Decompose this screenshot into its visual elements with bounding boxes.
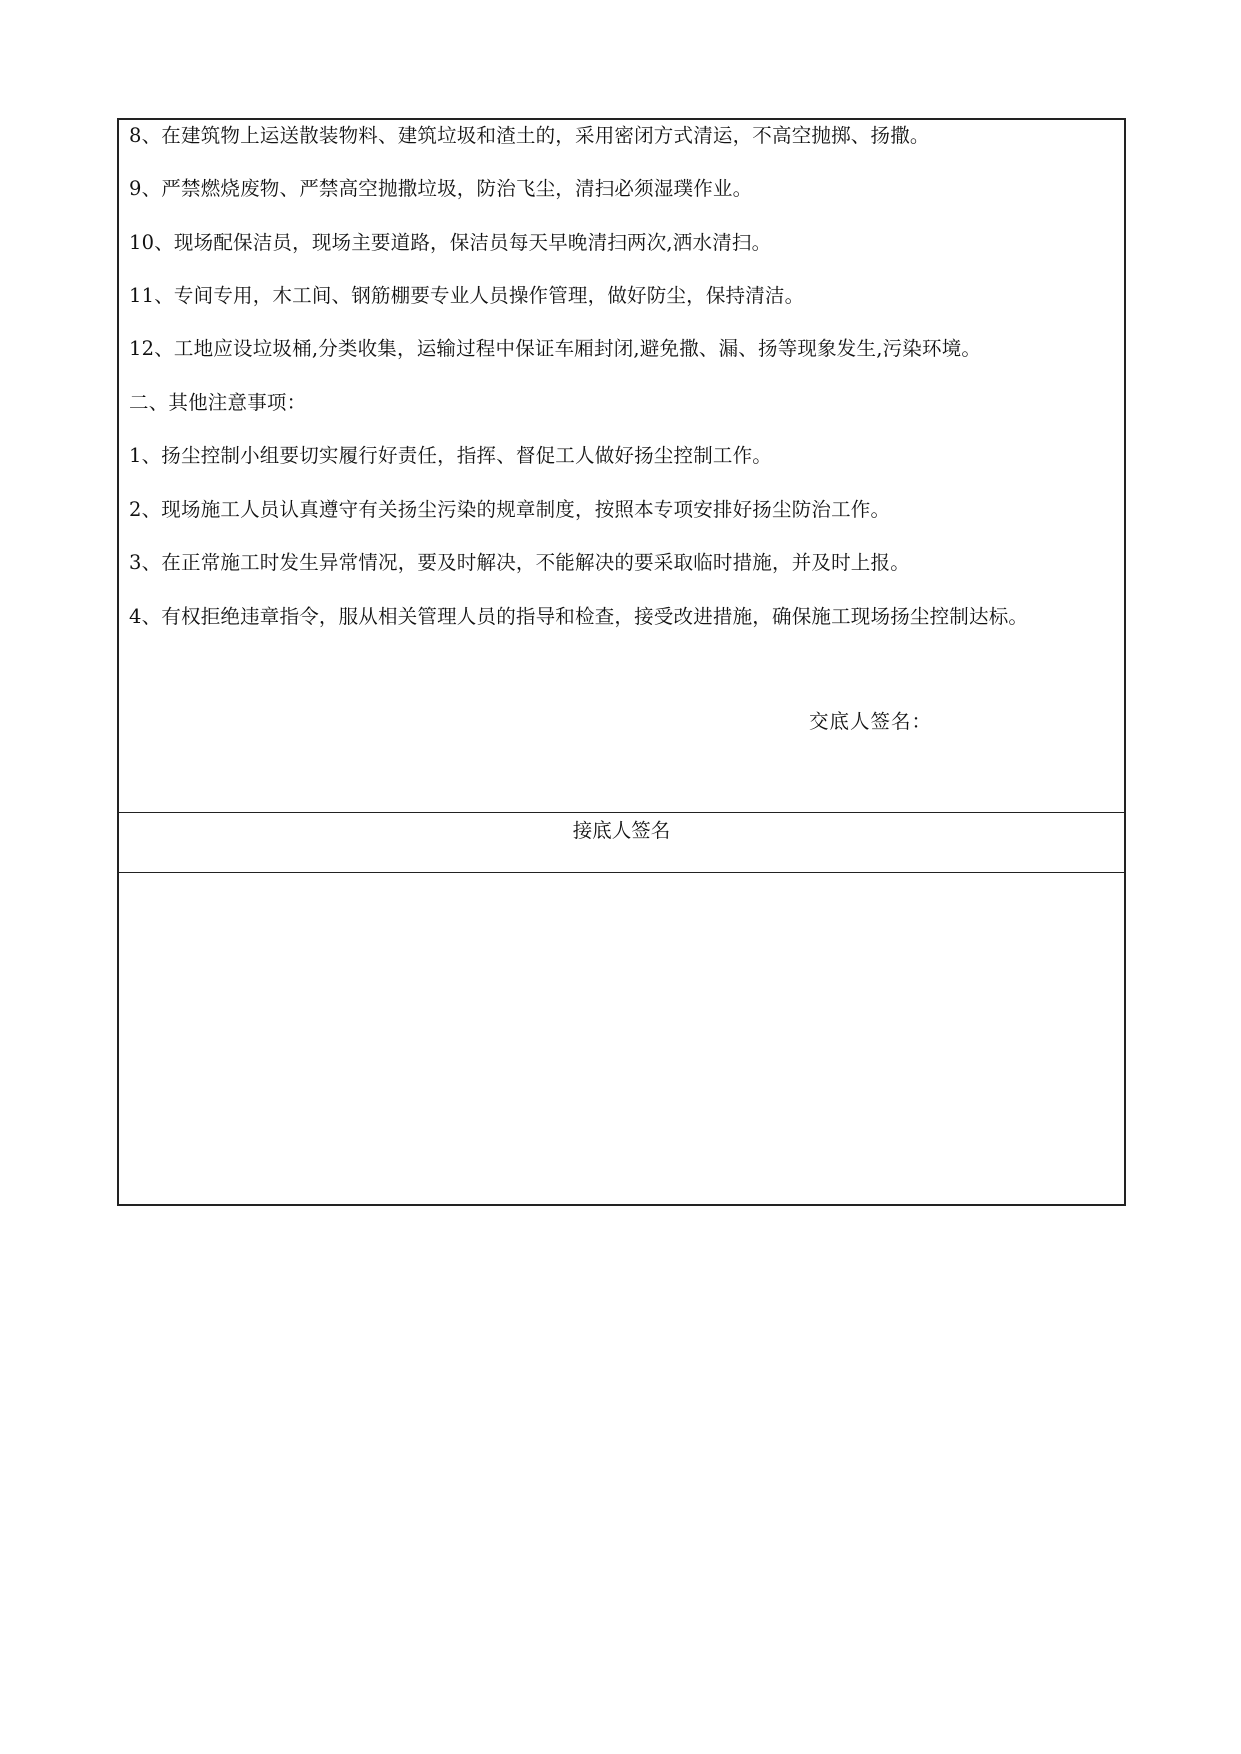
- item-line-10: 10、现场配保洁员，现场主要道路，保洁员每天早晚清扫两次,洒水清扫。: [129, 231, 772, 254]
- item-line-8: 8、在建筑物上运送散装物料、建筑垃圾和渣土的，采用密闭方式清运，不高空抛掷、扬撒。: [129, 124, 930, 147]
- item-line-12: 12、工地应设垃圾桶,分类收集，运输过程中保证车厢封闭,避免撒、漏、扬等现象发生,污染环境。: [129, 337, 982, 360]
- disclosure-content-cell: [119, 120, 1124, 813]
- note-line-2: 2、现场施工人员认真遵守有关扬尘污染的规章制度，按照本专项安排好扬尘防治工作。: [129, 498, 891, 521]
- section-heading-other-notes: 二、其他注意事项：: [129, 391, 307, 414]
- disclosure-form-table: [117, 118, 1126, 1206]
- item-line-9: 9、严禁燃烧废物、严禁高空抛撒垃圾，防治飞尘，清扫必须湿璞作业。: [129, 177, 753, 200]
- item-line-11: 11、专间专用，木工间、钢筋棚要专业人员操作管理，做好防尘，保持清洁。: [129, 284, 805, 307]
- note-line-3: 3、在正常施工时发生异常情况，要及时解决，不能解决的要采取临时措施，并及时上报。: [129, 551, 910, 574]
- receiver-signature-area: [119, 873, 1124, 1204]
- receiver-signature-header: [119, 813, 1124, 873]
- note-line-1: 1、扬尘控制小组要切实履行好责任，指挥、督促工人做好扬尘控制工作。: [129, 444, 773, 467]
- discloser-signature-label: 交底人签名：: [809, 710, 933, 733]
- note-line-4: 4、有权拒绝违章指令，服从相关管理人员的指导和检查，接受改进措施，确保施工现场扬尘控制达标。: [129, 605, 1029, 628]
- receiver-signature-label: 接底人签名: [572, 819, 671, 842]
